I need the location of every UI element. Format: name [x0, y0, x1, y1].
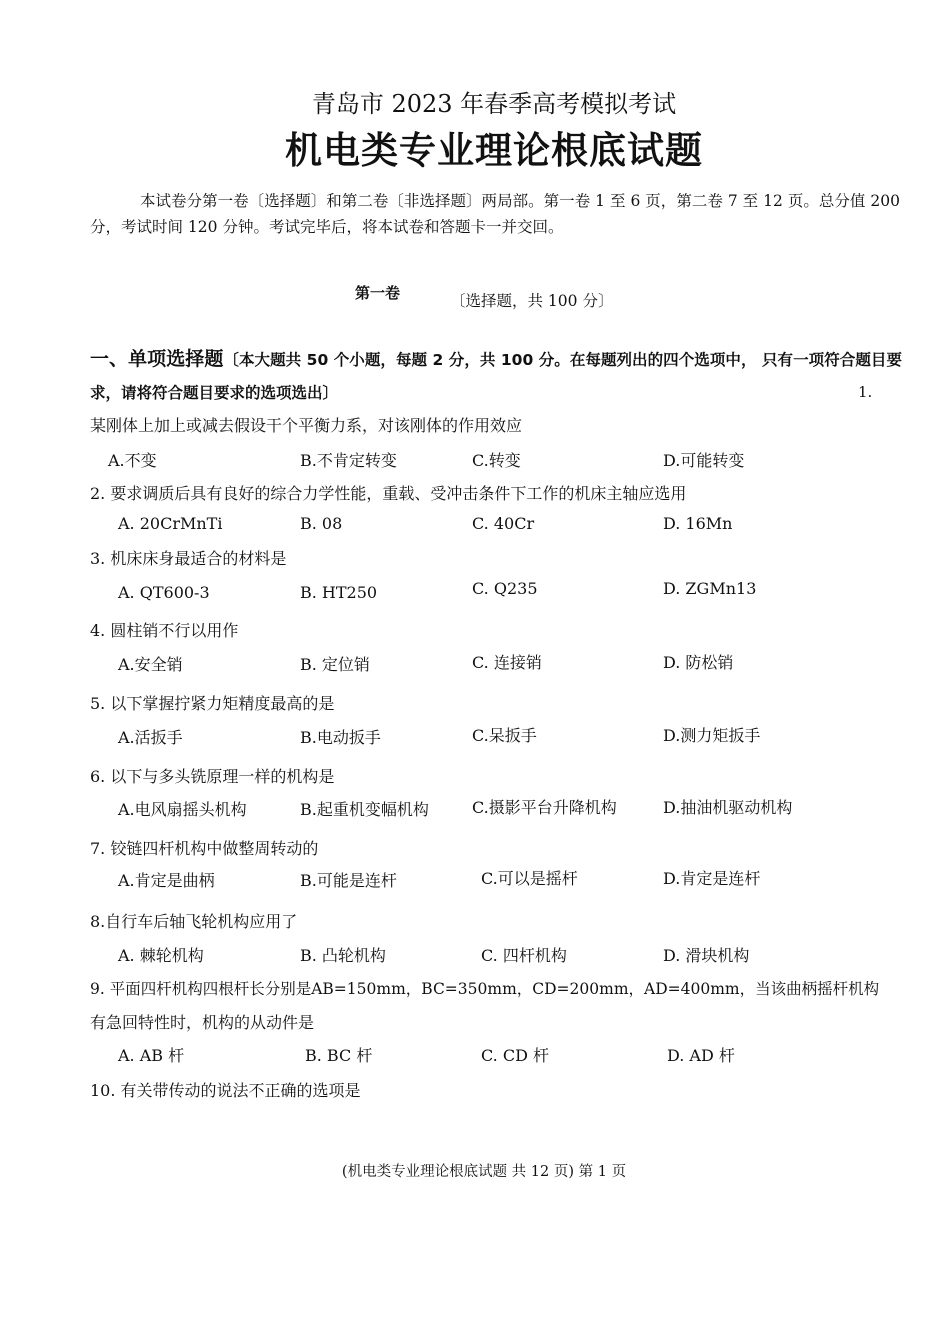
- option-d: D.可能转变: [663, 451, 745, 470]
- question-stem: 10. 有关带传动的说法不正确的选项是: [90, 1081, 361, 1100]
- volume-subtitle: 〔选择题，共 100 分〕: [450, 292, 614, 310]
- option-a: A.不变: [108, 451, 157, 470]
- option-c: C. 四杆机构: [481, 946, 567, 965]
- option-d: D.测力矩扳手: [663, 726, 761, 745]
- question-stem: 7. 铰链四杆机构中做整周转动的: [90, 839, 319, 858]
- page-footer: (机电类专业理论根底试题 共 12 页) 第 1 页: [341, 1164, 627, 1180]
- option-b: B. 定位销: [300, 655, 370, 674]
- question-stem: 4. 圆柱销不行以用作: [90, 621, 239, 640]
- option-c: C.转变: [472, 451, 521, 470]
- option-a: A.安全销: [118, 655, 183, 674]
- option-c: C. CD 杆: [481, 1046, 550, 1065]
- option-b: B. 08: [300, 514, 343, 533]
- option-c: C. 40Cr: [472, 514, 535, 533]
- option-c: C.可以是摇杆: [481, 869, 578, 888]
- option-d: D. 防松销: [663, 653, 734, 672]
- option-a: A.活扳手: [118, 728, 183, 747]
- option-b: B.起重机变幅机构: [300, 800, 429, 819]
- question-stem: 9. 平面四杆机构四根杆长分别是AB=150mm，BC=350mm，CD=200mm，AD=400mm，当该曲柄摇杆机构: [90, 980, 880, 998]
- option-c: C.呆扳手: [472, 726, 537, 745]
- question-stem: 2. 要求调质后具有良好的综合力学性能，重载、受冲击条件下工作的机床主轴应选用: [90, 484, 687, 503]
- section-title: 一、单项选择题: [90, 348, 224, 370]
- question-stem-continued: 有急回特性时，机构的从动件是: [90, 1013, 315, 1032]
- option-a: A. AB 杆: [118, 1046, 185, 1065]
- section-instruction: 〔本大题共 50 个小题，每题 2 分，共 100 分。在每题列出的四个选项中， 只有一项符合题目要求，请将符合题目要求的选项选出〕: [90, 351, 902, 402]
- section-heading: [90, 343, 902, 410]
- option-a: A. QT600-3: [118, 583, 210, 602]
- question-number: 1.: [858, 383, 873, 401]
- question-stem: 3. 机床床身最适合的材料是: [90, 549, 287, 568]
- option-b: B. 凸轮机构: [300, 946, 386, 965]
- option-a: A.肯定是曲柄: [118, 871, 215, 890]
- exam-intro: 本试卷分第一卷〔选择题〕和第二卷〔非选择题〕两局部。第一卷 1 至 6 页，第二卷 7 至 12 页。总分值 200 分，考试时间 120 分钟。考试完毕后，将本试卷和答题卡一并交回。: [90, 192, 900, 236]
- option-b: B.电动扳手: [300, 728, 381, 747]
- question-stem: 5. 以下掌握拧紧力矩精度最高的是: [90, 694, 335, 713]
- option-d: D. 16Mn: [663, 514, 733, 533]
- option-a: A. 20CrMnTi: [118, 514, 223, 533]
- option-a: A.电风扇摇头机构: [118, 800, 247, 819]
- exam-title: 青岛市 2023 年春季高考模拟考试: [311, 90, 677, 118]
- option-c: C.摄影平台升降机构: [472, 798, 617, 817]
- option-b: B. HT250: [300, 583, 378, 602]
- option-d: D. 滑块机构: [663, 946, 750, 965]
- volume-title: 第一卷: [355, 284, 401, 302]
- question-stem: 某刚体上加上或减去假设干个平衡力系，对该刚体的作用效应: [90, 416, 523, 435]
- option-c: C. Q235: [472, 579, 538, 598]
- question-stem: 8.自行车后轴飞轮机构应用了: [90, 912, 298, 931]
- exam-subject: 机电类专业理论根底试题: [285, 129, 703, 172]
- option-d: D.抽油机驱动机构: [663, 798, 793, 817]
- option-b: B. BC 杆: [305, 1046, 373, 1065]
- option-c: C. 连接销: [472, 653, 542, 672]
- option-a: A. 棘轮机构: [118, 946, 204, 965]
- question-stem: 6. 以下与多头铣原理一样的机构是: [90, 767, 335, 786]
- option-d: D.肯定是连杆: [663, 869, 761, 888]
- option-b: B.可能是连杆: [300, 871, 397, 890]
- option-d: D. AD 杆: [667, 1046, 735, 1065]
- option-d: D. ZGMn13: [663, 579, 757, 598]
- option-b: B.不肯定转变: [300, 451, 397, 470]
